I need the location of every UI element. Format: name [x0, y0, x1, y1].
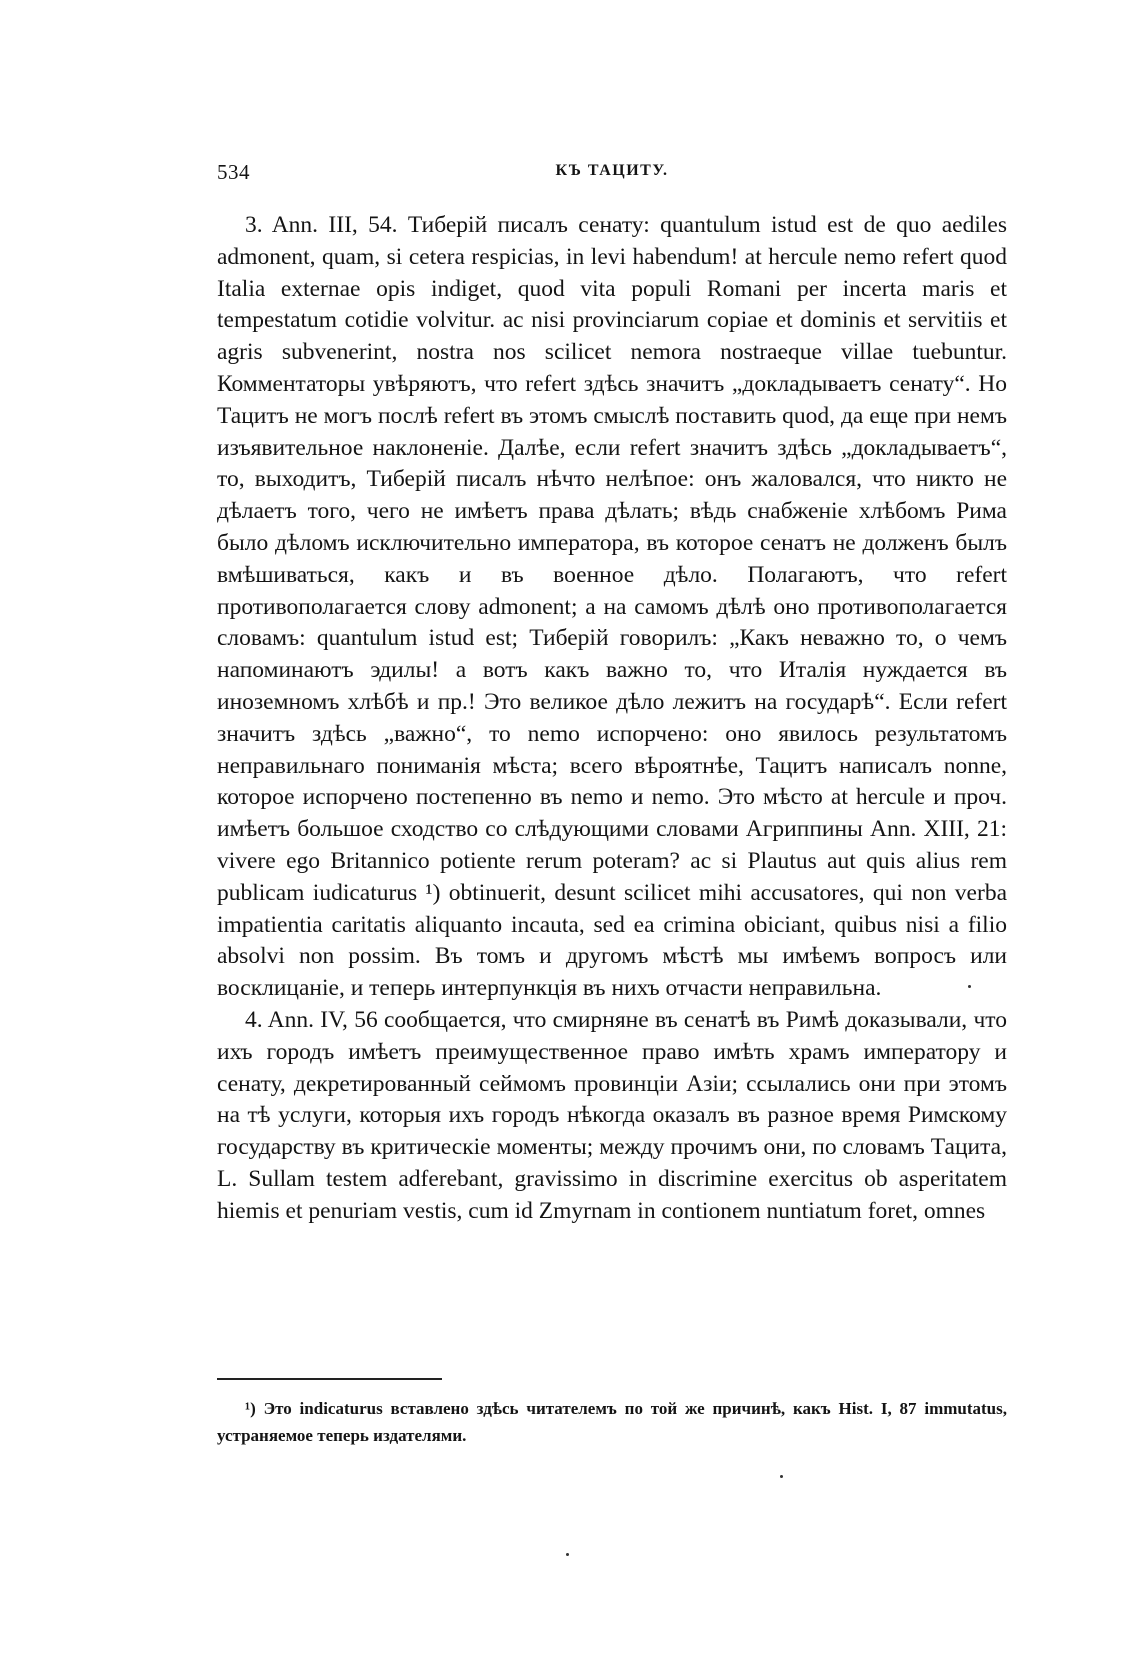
footnote: ¹) Это indicaturus вставлено здѣсь читателемъ по той же причинѣ, какъ Hist. I, 87 immutatus, устраняемое теперь издателями. — [217, 1399, 1007, 1445]
running-head — [217, 160, 1007, 190]
footnote-rule — [217, 1378, 442, 1380]
running-title: КЪ ТАЦИТУ. — [555, 162, 669, 179]
paragraph-note-3: 3. Ann. III, 54. Тиберій писалъ сенату: quantulum istud est de quo aediles admonent, quam, si cetera respicias, in levi habendum! at hercule nemo refert quod Italia externae opis indiget, quod vita populi Romani per incerta maris et tempestatum cotidie volvitur. ac nisi provinciarum copiae et dominis et servitiis et agris subvenerint, nostra nos scilicet nemora nostraeque villae tuebuntur. Комментаторы увѣряютъ, что refert здѣсь значитъ „докладываетъ сенату“. Но Тацитъ не могъ послѣ refert въ этомъ смыслѣ поставить quod, да еще при немъ изъявительное наклоненіе. Далѣе, если refert значитъ здѣсь „докладываетъ“, то, выходитъ, Тиберій писалъ нѣчто нелѣпое: онъ жаловался, что никто не дѣлаетъ того, чего не имѣетъ права дѣлать; вѣдь снабженіе хлѣбомъ Рима было дѣломъ исключительно императора, въ которое сенатъ не долженъ былъ вмѣшиваться, какъ и въ военное дѣло. Полагаютъ, что refert противополагается слову admonent; а на самомъ дѣлѣ оно противополагается словамъ: quantulum istud est; Тиберій говорилъ: „Какъ неважно то, о чемъ напоминаютъ эдилы! а вотъ какъ важно то, что Италія нуждается въ иноземномъ хлѣбѣ и пр.! Это великое дѣло лежитъ на государѣ“. Если refert значитъ здѣсь „важно“, то nemo испорчено: оно явилось результатомъ неправильнаго пониманія мѣста; всего вѣроятнѣе, Тацитъ написалъ nonne, которое испорчено постепенно въ nemo и nemo. Это мѣсто at hercule и проч. имѣетъ большое сходство со слѣдующими словами Агриппины Ann. XIII, 21: vivere ego Britannico potiente rerum poteram? ac si Plautus aut quis alius rem publicam iudicaturus ¹) obtinuerit, desunt scilicet mihi accusatores, qui non verba impatientia caritatis aliquanto incauta, sed ea crimina obiciant, quibus nisi a filio absolvi non possim. Въ томъ и другомъ мѣстѣ мы имѣемъ вопросъ или восклицаніе, и теперь интерпункція въ нихъ отчасти неправильна. — [217, 212, 1007, 1002]
main-text — [217, 210, 1007, 1228]
print-speck — [780, 1475, 783, 1478]
paragraph-note-4: 4. Ann. IV, 56 сообщается, что смирняне въ сенатѣ въ Римѣ доказывали, что ихъ городъ имѣетъ преимущественное право имѣть храмъ императору и сенату, декретированный сеймомъ провинціи Азіи; ссылались они при этомъ на тѣ услуги, которыя ихъ городъ нѣкогда оказалъ въ разное время Римскому государству въ критическіе моменты; между прочимъ они, по словамъ Тацита, L. Sullam testem adferebant, gravissimo in discrimine exercitus ob asperitatem hiemis et penuriam vestis, cum id Zmyrnam in contionem nuntiatum foret, omnes — [217, 1006, 1007, 1224]
print-speck — [968, 985, 971, 988]
print-speck — [566, 1553, 569, 1556]
page-number: 534 — [217, 160, 250, 184]
